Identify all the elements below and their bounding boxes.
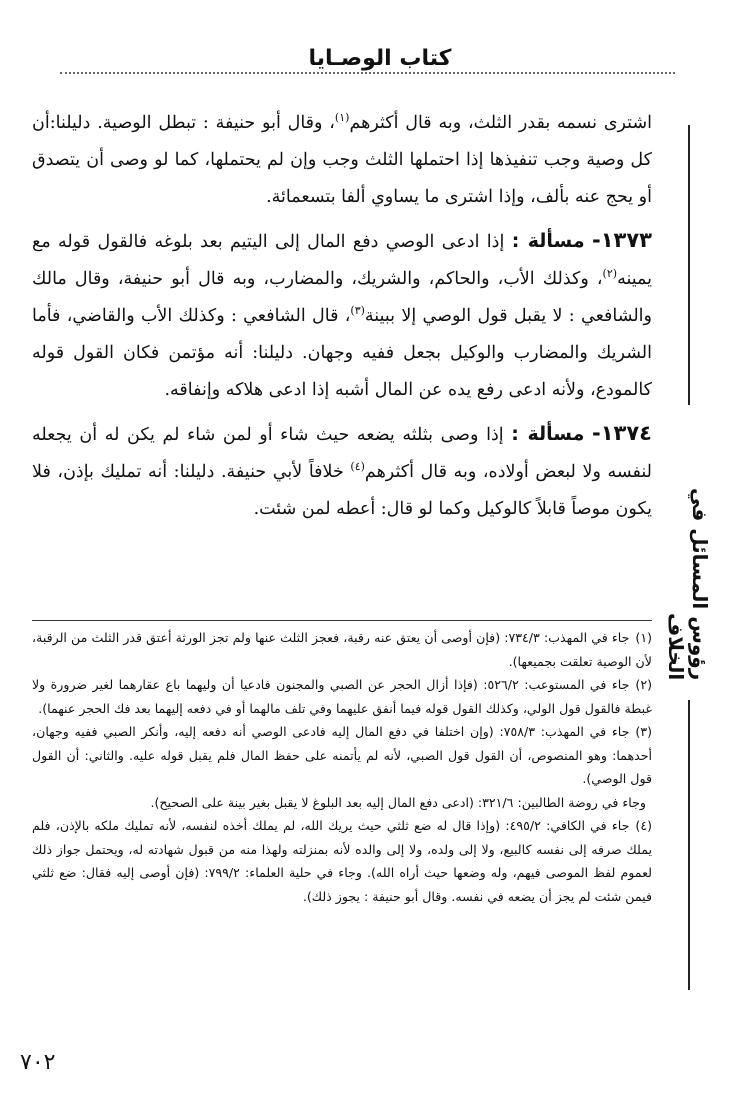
text-run: ، وقال أبو حنيفة : تبطل الوصية. دليلنا:أن كل وصية وجب تنفيذها إذا احتملها الثلث وجب وإن لم يحتملها، كما لو وصى أن يتصدق أو يحج عنه بألف، وإذا اشترى ما يساوي ألفا بتسعمائة.	[32, 113, 652, 207]
footnote-text: جاء في المهذب: ٧٣٤/٣: (فإن أوصى أن يعتق عنه رقبة، فعجز الثلث عنها ولم تجز الورثة أعتق قدر الثلث من الرقبة، لأن الوصية تعلقت بجميعها).	[32, 630, 652, 669]
text-run: إذا ادعى الوصي دفع المال إلى اليتيم بعد بلوغه فالقول قوله مع يمينه	[32, 232, 652, 289]
footnote-number: (٣)	[635, 724, 653, 739]
footnotes	[32, 626, 652, 908]
text-run: خلافاً لأبي حنيفة. دليلنا: أنه تمليك بإذن، فلا يكون موصاً قابلاً كالوكيل وكما لو قال: أعطه لمن شئت.	[32, 462, 652, 519]
footnote	[32, 626, 652, 673]
footnote-ref: (٤)	[350, 460, 365, 474]
text-run: إذا وصى بثلثه يضعه حيث شاء أو لمن شاء لم يكن له أن يجعله لنفسه ولا لبعض أولاده، وبه قال أكثرهم	[32, 425, 652, 482]
paragraph-continuation	[32, 105, 652, 216]
masala-1373	[32, 222, 652, 409]
main-text	[32, 105, 652, 528]
header-divider	[60, 72, 675, 74]
masala-number: ١٣٧٣-	[591, 228, 652, 252]
page-number: ٧٠٢	[20, 1050, 56, 1075]
text-run: اشترى نسمه بقدر الثلث، وبه قال أكثرهم	[349, 113, 652, 133]
side-book-title: رؤوس المسائل في الخلاف	[664, 487, 712, 680]
side-rule-top	[688, 125, 690, 405]
footnote	[32, 673, 652, 720]
footnote-text: جاء في المهذب: ٧٥٨/٣: (وإن اختلفا في دفع المال إليه فادعى الوصي أنه دفعه إليه، وأنكر الصبي ففيه وجهان، أحدهما: وهو المنصوص، أن القول قول الصبي، لأنه لم يأتمنه على حفظ المال فلم يقبل قوله عليه. والثاني: أن القول قول الوصي).	[32, 724, 652, 786]
footnote-text: جاء في الكافي: ٤٩٥/٢: (وإذا قال له ضع ثلثي حيث يريك الله، لم يملك أخذه لنفسه، لأنه تمليك ملكه بالإذن، فلم يملك صرفه إلى نفسه كالبيع، ولا إلى ولده، ولا إلى والده لأنه بمنزلته ولهذا منه من قبول شهادته له، ويحتمل جواز ذلك لعموم لفظ الموصى فيهم، وله وضعها حيث أراه الله). وجاء في حلية العلماء: ٧٩٩/٢: (فإن أوصى إليه فقال: ضع ثلثي فيمن شئت لم يجز أن يضعه في نفسه. وقال أبو حنيفة : يجوز ذلك).	[32, 818, 652, 904]
footnote-ref: (٢)	[602, 267, 618, 281]
footnote-number: (٤)	[635, 818, 653, 833]
footnote-divider	[32, 620, 652, 621]
footnote	[32, 720, 652, 791]
running-header-title: كتاب الوصـايا	[308, 46, 452, 71]
footnote-ref: (٣)	[350, 304, 365, 318]
footnote-text: جاء في المستوعب: ٥٢٦/٢: (فإذا أزال الحجر عن الصبي والمجنون فادعيا أن وليهما باع عقارهما لغير ضرورة ولا غبطة فالقول قول الولي، وكذلك القول قوله فيما أنفق عليهما وفي تلف مالهما أو في دفعه إليهما بعد فك الحجر عنهما).	[32, 677, 652, 716]
footnote-number: (٢)	[635, 677, 653, 692]
text-run: ، وكذلك الأب، والحاكم، والشريك، والمضارب، وبه قال أبو حنيفة، وقال مالك والشافعي : لا يقبل قول الوصي إلا ببينة	[32, 269, 652, 326]
footnote-text: وجاء في روضة الطالبين: ٣٢١/٦: (ادعى دفع المال إليه بعد البلوغ لا يقبل بغير بينة على الصحيح).	[150, 794, 646, 810]
masala-number: ١٣٧٤-	[591, 421, 652, 445]
masala-1374	[32, 415, 652, 528]
footnote-ref: (١)	[334, 111, 350, 125]
footnote	[32, 814, 652, 908]
text-run: ، قال الشافعي : وكذلك الأب والقاضي، فأما الشريك والمضارب والوكيل بجعل ففيه وجهان. دليلنا: أنه مؤتمن فكان القول قوله كالمودع، ولأنه ادعى رفع يده عن المال أشبه إذا ادعى هلاكه وإنفاقه.	[32, 306, 652, 400]
footnote	[32, 791, 652, 815]
side-rule-bottom	[688, 700, 690, 990]
masala-label: مسألة :	[511, 230, 585, 252]
masala-label: مسألة :	[511, 423, 585, 445]
footnote-number: (١)	[635, 630, 653, 645]
